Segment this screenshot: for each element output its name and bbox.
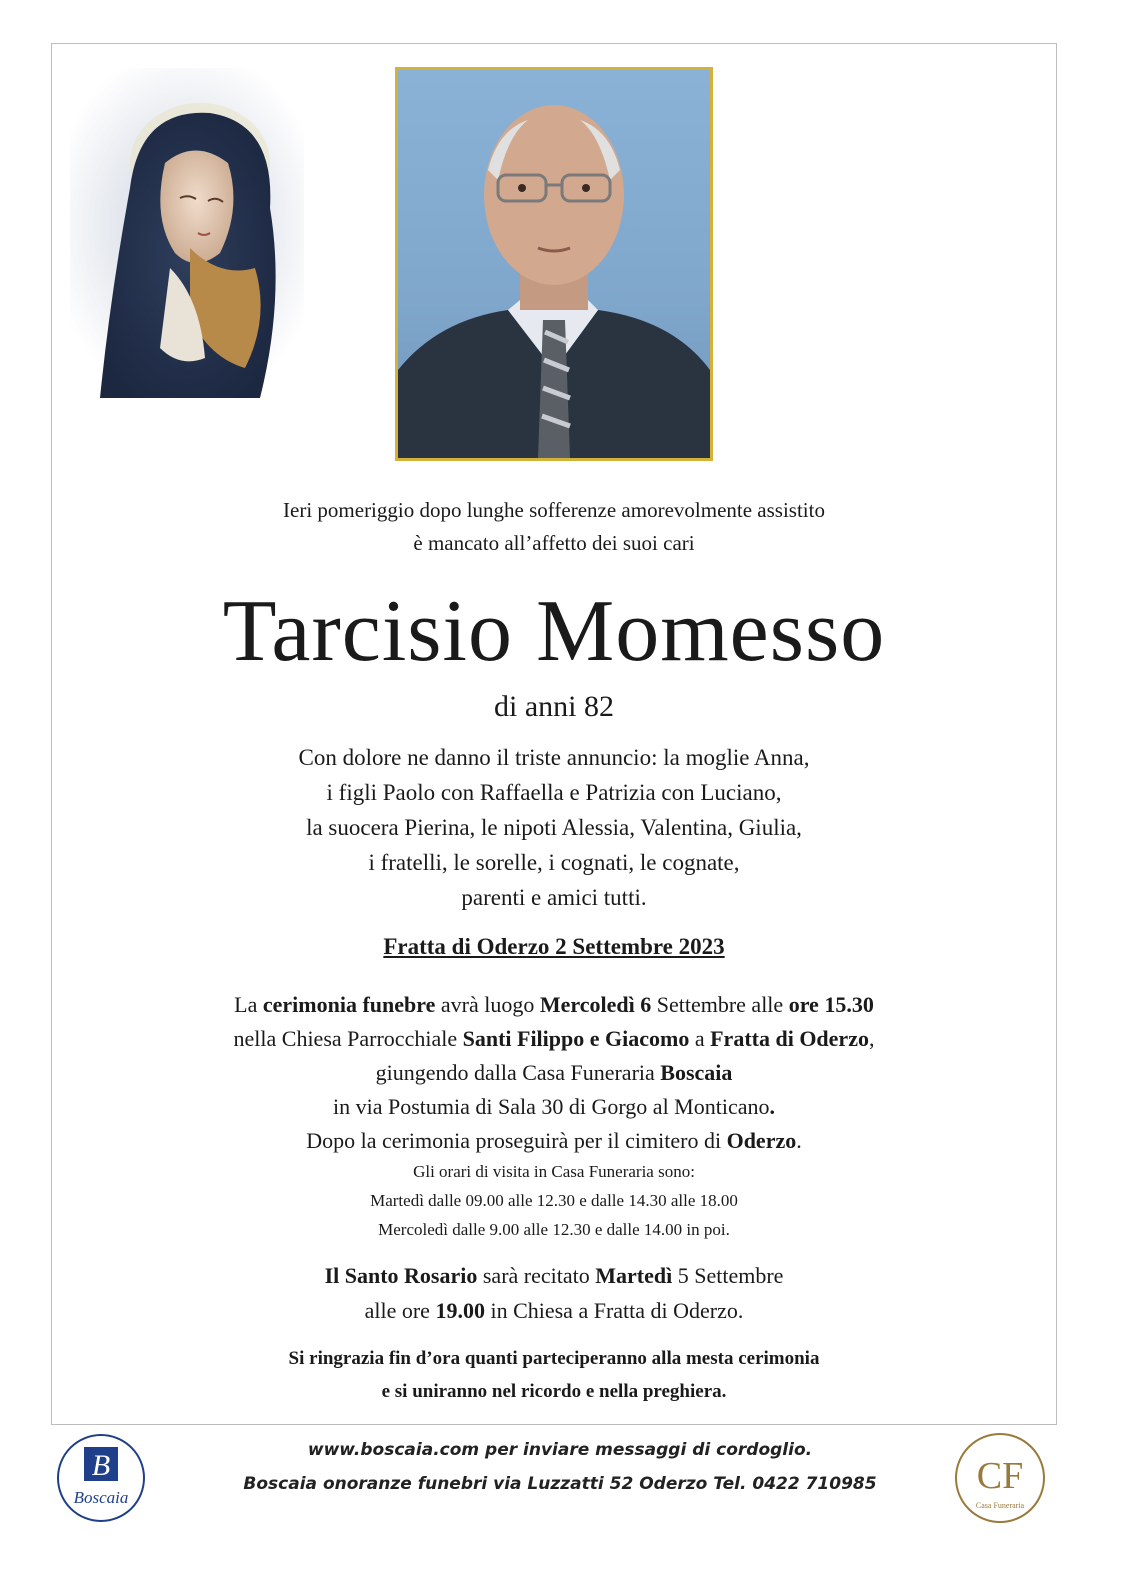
footer-website: www.boscaia.com per inviare messaggi di cordoglio.	[307, 1440, 813, 1460]
ceremony-info	[51, 988, 1057, 1158]
visits-line: Martedì dalle 09.00 alle 12.30 e dalle 14.30 alle 18.00	[370, 1191, 738, 1210]
family-line: parenti e amici tutti.	[461, 885, 647, 910]
deceased-age: di anni 82	[494, 690, 614, 723]
ceremony-line: Dopo la cerimonia proseguirà per il cimitero di Oderzo.	[306, 1128, 802, 1153]
family-line: la suocera Pierina, le nipoti Alessia, Valentina, Giulia,	[306, 815, 802, 840]
ceremony-line: giungendo dalla Casa Funeraria Boscaia	[375, 1060, 733, 1085]
boscaia-logo	[54, 1433, 148, 1523]
footer-address: Boscaia onoranze funebri via Luzzatti 52 Oderzo Tel. 0422 710985	[243, 1474, 877, 1494]
family-line: i figli Paolo con Raffaella e Patrizia con Luciano,	[326, 780, 782, 805]
thanks-line: Si ringrazia fin d’ora quanti parteciperanno alla mesta cerimonia	[288, 1348, 820, 1369]
boscaia-logo-letter: B	[91, 1449, 111, 1482]
family-announcement	[51, 740, 1057, 915]
madonna-illustration	[70, 68, 304, 398]
visits-line: Gli orari di visita in Casa Funeraria sono:	[413, 1162, 695, 1181]
deceased-name: Tarcisio Momesso	[222, 583, 886, 680]
portrait-illustration	[398, 70, 710, 458]
boscaia-logo-name: Boscaia	[73, 1488, 129, 1507]
visits-line: Mercoledì dalle 9.00 alle 12.30 e dalle 14.00 in poi.	[378, 1220, 730, 1239]
intro-line: Ieri pomeriggio dopo lunghe sofferenze amorevolmente assistito	[283, 498, 825, 522]
ceremony-line: nella Chiesa Parrocchiale Santi Filippo e Giacomo a Fratta di Oderzo,	[233, 1026, 875, 1051]
intro-line: è mancato all’affetto dei suoi cari	[413, 531, 695, 555]
intro-text	[51, 494, 1057, 560]
portrait-photo	[395, 67, 713, 461]
cf-logo-caption: Casa Funeraria	[975, 1501, 1025, 1510]
place-date-text: Fratta di Oderzo 2 Settembre 2023	[383, 934, 725, 959]
rosary-line: alle ore 19.00 in Chiesa a Fratta di Oderzo.	[364, 1298, 744, 1323]
ceremony-line: La cerimonia funebre avrà luogo Mercoledì 6 Settembre alle ore 15.30	[234, 992, 874, 1017]
thanks-text	[51, 1342, 1057, 1408]
visiting-hours	[51, 1157, 1057, 1244]
cf-logo-letters: CF	[976, 1455, 1024, 1497]
place-date	[51, 932, 1057, 962]
family-line: i fratelli, le sorelle, i cognati, le cognate,	[368, 850, 740, 875]
rosary-line: Il Santo Rosario sarà recitato Martedì 5 Settembre	[324, 1263, 784, 1288]
ceremony-line: in via Postumia di Sala 30 di Gorgo al Monticano.	[333, 1094, 775, 1119]
casa-funeraria-logo	[952, 1432, 1048, 1524]
rosary-info	[51, 1258, 1057, 1328]
madonna-image	[70, 68, 304, 398]
family-line: Con dolore ne danno il triste annuncio: la moglie Anna,	[298, 745, 810, 770]
thanks-line: e si uniranno nel ricordo e nella preghiera.	[381, 1381, 727, 1402]
